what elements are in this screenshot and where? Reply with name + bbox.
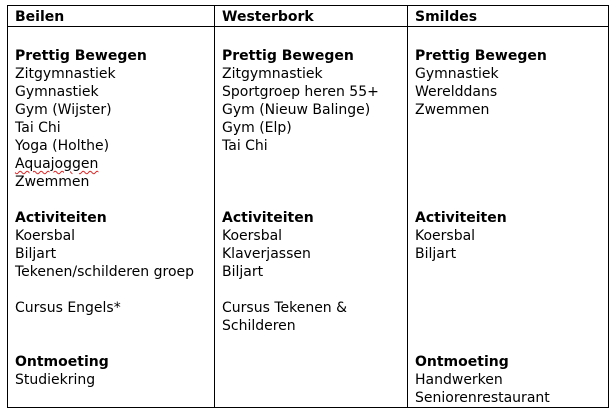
table-row [8, 27, 609, 408]
section-heading: Activiteiten [415, 210, 507, 226]
spacer [415, 299, 602, 317]
spacer [415, 263, 602, 281]
list-item: Cursus Tekenen & [222, 300, 348, 316]
list-item: Koersbal [15, 228, 76, 244]
spacer [415, 137, 602, 155]
header-cell-smildes [408, 6, 609, 27]
spacer [15, 335, 208, 353]
spacer [415, 155, 602, 173]
spacer [222, 29, 401, 47]
town-heading: Beilen [15, 9, 65, 25]
list-item: Schilderen [222, 318, 296, 334]
list-item: Seniorenrestaurant [415, 390, 550, 406]
town-heading: Smildes [415, 9, 478, 25]
section-heading: Prettig Bewegen [15, 48, 147, 64]
column-cell-smildes [408, 27, 609, 408]
list-item: Koersbal [415, 228, 476, 244]
spacer [415, 281, 602, 299]
spacer [222, 173, 401, 191]
list-item: Klaverjassen [222, 246, 311, 262]
list-item: Zitgymnastiek [222, 66, 323, 82]
spellcheck-word: Aquajoggen [15, 156, 99, 172]
list-item: Koersbal [222, 228, 283, 244]
town-heading: Westerbork [222, 9, 314, 25]
list-item: Handwerken [415, 372, 503, 388]
header-cell-beilen [8, 6, 215, 27]
list-item: Cursus Engels* [15, 300, 121, 316]
header-cell-westerbork [215, 6, 408, 27]
activities-table [7, 5, 609, 408]
list-item: Zwemmen [15, 174, 90, 190]
list-item: Studiekring [15, 372, 96, 388]
table-row [8, 6, 609, 27]
spacer [222, 155, 401, 173]
list-item [15, 281, 208, 299]
list-item: Tekenen/schilderen groep [15, 264, 195, 280]
spacer [415, 119, 602, 137]
spacer [222, 191, 401, 209]
section-heading: Prettig Bewegen [222, 48, 354, 64]
spacer [415, 29, 602, 47]
list-item: Tai Chi [15, 120, 61, 136]
section-heading: Activiteiten [222, 210, 314, 226]
list-item: Gymnastiek [15, 84, 99, 100]
list-item: Biljart [15, 246, 57, 262]
list-item: Zwemmen [415, 102, 490, 118]
spacer [415, 317, 602, 335]
list-item: Biljart [415, 246, 457, 262]
list-item: Zitgymnastiek [15, 66, 116, 82]
spacer [15, 29, 208, 47]
section-heading: Activiteiten [15, 210, 107, 226]
list-item: Yoga (Holthe) [15, 138, 110, 154]
list-item: Gymnastiek [415, 66, 499, 82]
spacer [415, 173, 602, 191]
list-item: Tai Chi [222, 138, 268, 154]
column-cell-westerbork [215, 27, 408, 408]
spacer [15, 191, 208, 209]
list-item: Gym (Nieuw Balinge) [222, 102, 371, 118]
spacer [15, 317, 208, 335]
spacer [415, 191, 602, 209]
section-heading: Ontmoeting [415, 354, 509, 370]
list-item: Sportgroep heren 55+ [222, 84, 379, 100]
section-heading: Prettig Bewegen [415, 48, 547, 64]
list-item: Gym (Wijster) [15, 102, 112, 118]
section-heading: Ontmoeting [15, 354, 109, 370]
list-item: Gym (Elp) [222, 120, 292, 136]
list-item: Werelddans [415, 84, 498, 100]
list-item [222, 281, 401, 299]
list-item [15, 155, 208, 173]
column-cell-beilen [8, 27, 215, 408]
list-item: Biljart [222, 264, 264, 280]
spacer [415, 335, 602, 353]
